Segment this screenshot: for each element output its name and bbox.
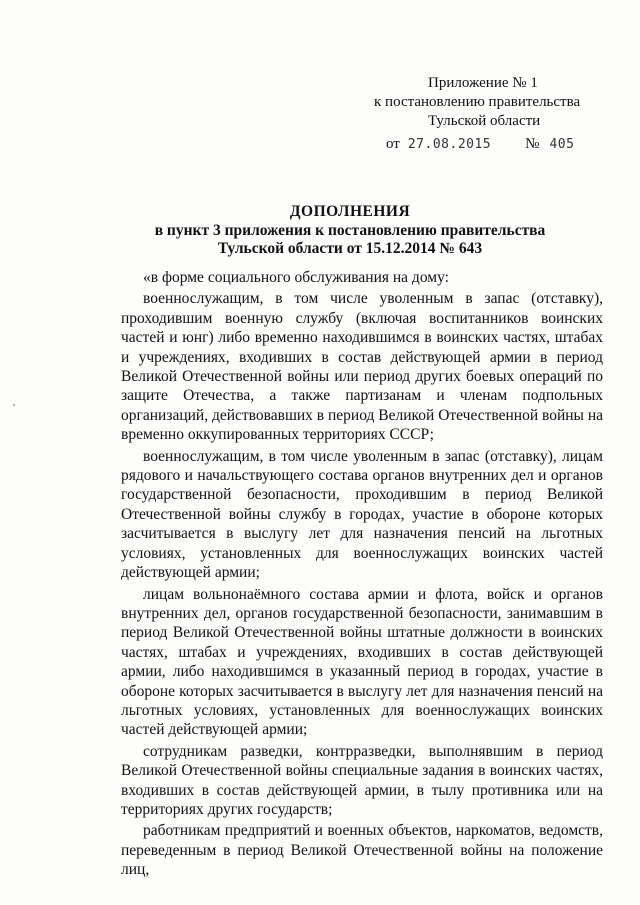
- paragraph: «в форме социального обслуживания на дому:: [143, 269, 449, 286]
- number-prefix: №: [525, 136, 540, 152]
- paragraph: работникам предприятий и военных объектов, наркоматов, ведомств, переведенным в период Великой Отечественной войны на положение лиц,: [121, 822, 603, 879]
- paragraph: лицам вольнонаёмного состава армии и флота, войск и органов внутренних дел, органов государственной безопасности, занимавшим в период Великой Отечественной войны штатные должности в воинских частях, штабах и учреждениях, входивших в состав действующей армии, либо находившимся в указанный период в городах, участие в обороне которых засчитывается в выслугу лет для назначения пенсий на льготных условиях, установленных для военнослужащих воинских частей действующей армии;: [121, 585, 603, 739]
- appendix-number: Приложение № 1: [428, 75, 538, 91]
- scan-speck: [13, 404, 15, 406]
- date-prefix: от: [386, 136, 400, 152]
- document-date-line: [386, 136, 574, 153]
- appendix-reference: к постановлению правительства: [374, 94, 581, 110]
- date-stamp: 27.08.2015: [407, 137, 492, 152]
- document-body: [121, 268, 603, 882]
- appendix-header: [374, 74, 604, 131]
- paragraph: сотрудникам разведки, контрразведки, выполнявшим в период Великой Отечественной войны специальные задания в воинских частях, входивших в состав действующей армии, в тылу противника или на территориях других государств;: [121, 742, 603, 818]
- title-main: ДОПОЛНЕНИЯ: [289, 203, 411, 220]
- number-stamp: 405: [549, 137, 575, 152]
- paragraph: военнослужащим, в том числе уволенным в запас (отставку), проходившим военную службу (включая воспитанников воинских частей и юнг) либо временно находившимся в воинских частях, штабах и учреждениях, входивших в состав действующей армии в период Великой Отечественной войны или период других боевых операций по защите Отечества, а также партизанам и членам подпольных организаций, действовавших в период Великой Отечественной войны на временно оккупированных территориях СССР;: [121, 290, 604, 444]
- appendix-region: Тульской области: [428, 113, 541, 129]
- title-subline-2: Тульской области от 15.12.2014 № 643: [217, 240, 483, 257]
- document-title: [100, 203, 600, 259]
- paragraph: военнослужащим, в том числе уволенным в запас (отставку), лицам рядового и начальствующего состава органов внутренних дел и органов государственной безопасности, проходившим в период Великой Отечественной войны службу в городах, участие в обороне которых засчитывается в выслугу лет для назначения пенсий на льготных условиях, установленных для военнослужащих воинских частей действующей армии;: [121, 447, 603, 582]
- title-subline-1: в пункт 3 приложения к постановлению правительства: [154, 221, 546, 239]
